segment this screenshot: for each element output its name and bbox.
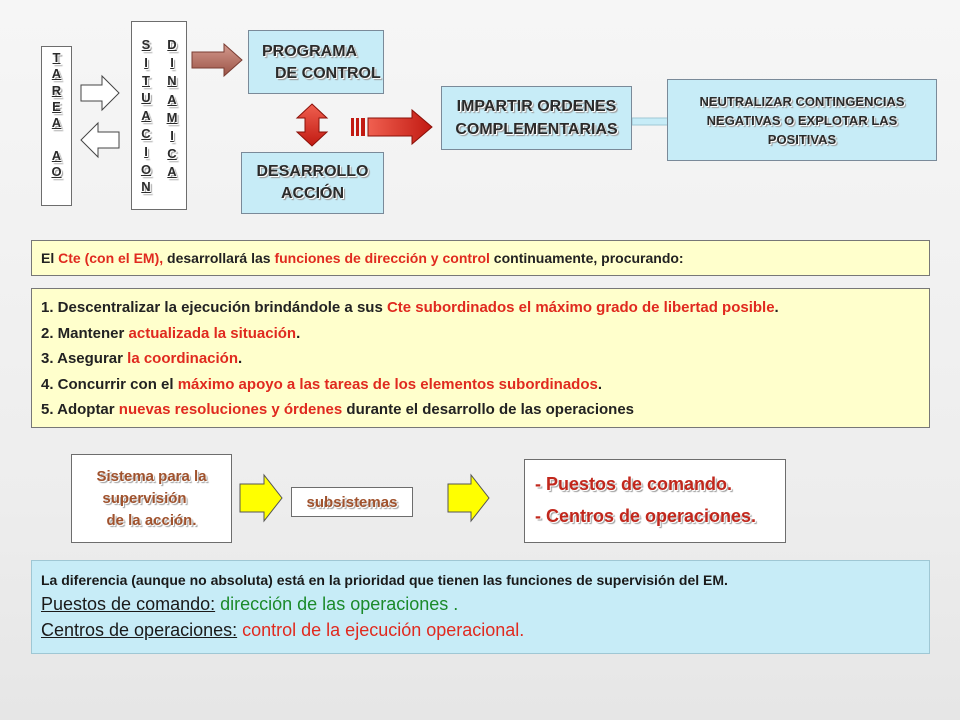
programa-line-2: DE CONTROL	[275, 65, 381, 82]
arrow-yellow-1	[240, 475, 282, 521]
arrow-right-white	[81, 76, 119, 110]
arrow-striped-red	[351, 110, 432, 144]
sistema-line-2: supervisión	[102, 489, 187, 507]
objectives-list-box	[31, 288, 930, 428]
puestos-centros-box	[524, 459, 786, 543]
situacion-dinamica-box	[131, 21, 187, 210]
arrow-double-red	[297, 104, 327, 146]
impartir-ordenes-box	[441, 86, 632, 150]
list-item: 1. Descentralizar la ejecución brindándole a sus Cte subordinados el máximo grado de libertad posible.	[41, 299, 779, 316]
intro-text: El Cte (con el EM), desarrollará las funciones de dirección y control continuamente, procurando:	[41, 250, 684, 266]
list-item: 3. Asegurar la coordinación.	[41, 350, 243, 367]
list-item: 5. Adoptar nuevas resoluciones y órdenes durante el desarrollo de las operaciones	[41, 401, 635, 418]
desarrollo-accion-box	[241, 152, 384, 214]
sistema-line-1: Sistema para la	[96, 467, 207, 485]
list-item: 2. Mantener actualizada la situación.	[41, 324, 301, 342]
summary-text	[41, 569, 728, 643]
impartir-line-2: COMPLEMENTARIAS	[455, 121, 618, 138]
arrow-left-white	[81, 123, 119, 157]
summary-line-2: Puestos de comando: dirección de las operaciones .	[41, 594, 459, 614]
connector-bar	[632, 118, 668, 125]
neutralizar-line-2: NEGATIVAS O EXPLOTAR LAS	[706, 112, 898, 128]
impartir-line-1: IMPARTIR ORDENES	[456, 98, 617, 115]
arrow-brown	[192, 44, 242, 76]
puestos-list	[535, 468, 756, 532]
tarea-box	[41, 46, 72, 206]
summary-line-1: La diferencia (aunque no absoluta) está en la prioridad que tienen las funciones de supervisión del EM.	[41, 572, 728, 588]
desarrollo-line-1: DESARROLLO	[256, 163, 369, 180]
puestos-item: - Puestos de comando.	[535, 474, 733, 494]
arrow-yellow-2	[448, 475, 489, 521]
subsistemas-label: subsistemas	[306, 493, 398, 511]
dinamica-letters: D I N A M I C A	[166, 37, 178, 180]
tarea-letters: T A R E A A O	[51, 50, 62, 180]
objectives-list	[41, 295, 779, 423]
sistema-line-3: de la acción.	[106, 511, 197, 529]
intro-box	[31, 240, 930, 276]
sistema-supervision-box	[71, 454, 232, 543]
subsistemas-box	[291, 487, 413, 517]
programa-line-1: PROGRAMA	[262, 43, 358, 60]
neutralizar-contingencias-box	[667, 79, 937, 161]
neutralizar-line-3: POSITIVAS	[767, 131, 837, 147]
list-item: 4. Concurrir con el máximo apoyo a las tareas de los elementos subordinados.	[41, 375, 603, 393]
desarrollo-line-2: ACCIÓN	[280, 185, 345, 202]
programa-de-control-box	[248, 30, 384, 94]
summary-box	[31, 560, 930, 654]
situacion-letters: S I T U A C I O N	[140, 37, 152, 195]
centros-item: - Centros de operaciones.	[535, 506, 757, 526]
summary-line-3: Centros de operaciones: control de la ejecución operacional.	[41, 620, 525, 640]
neutralizar-line-1: NEUTRALIZAR CONTINGENCIAS	[699, 93, 905, 109]
